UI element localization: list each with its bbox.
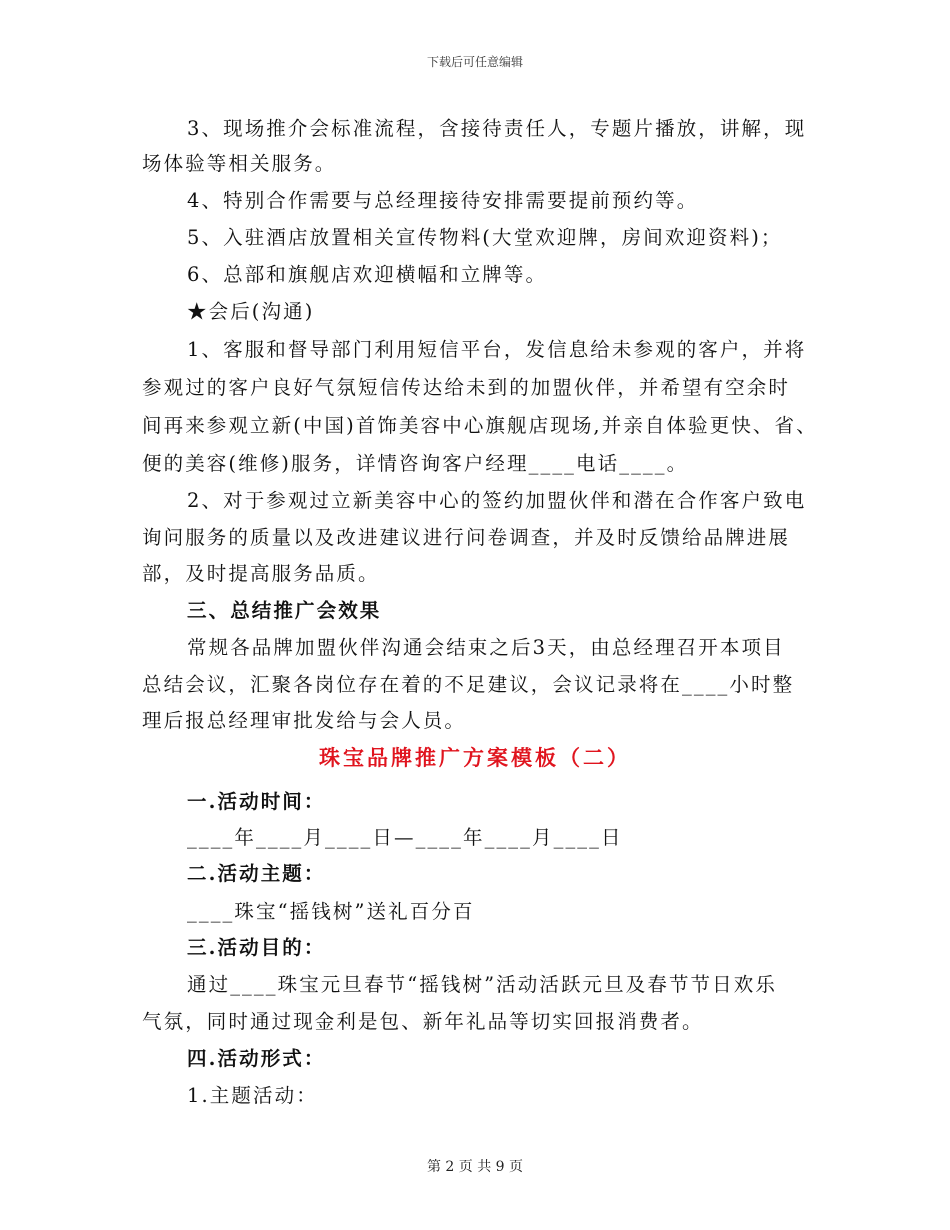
page-footer: 第 2 页 共 9 页 [426, 1159, 524, 1175]
paragraph-line: 4、特别合作需要与总经理接待安排需要提前预约等。 [187, 189, 699, 212]
paragraph-line: 1.主题活动： [187, 1084, 318, 1107]
paragraph-line: 2、对于参观过立新美容中心的签约加盟伙伴和潜在合作客户致电 [187, 489, 807, 512]
paragraph-line: 常规各品牌加盟伙伴沟通会结束之后3天，由总经理召开本项目 [187, 636, 785, 659]
document-title: 珠宝品牌推广方案模板（二） [319, 745, 631, 770]
paragraph-line: 气氛，同时通过现金利是包、新年礼品等切实回报消费者。 [142, 1010, 704, 1033]
paragraph-line: 6、总部和旗舰店欢迎横幅和立牌等。 [187, 263, 548, 286]
paragraph-line: 5、入驻酒店放置相关宣传物料(大堂欢迎牌，房间欢迎资料)； [187, 226, 783, 249]
section-heading: 二.活动主题： [187, 862, 326, 885]
paragraph-line: 总结会议，汇聚各岗位存在着的不足建议，会议记录将在____小时整 [142, 673, 795, 696]
paragraph-line: 参观过的客户良好气氛短信传达给未到的加盟伙伴，并希望有空余时 [142, 376, 791, 399]
paragraph-line: 询问服务的质量以及改进建议进行问卷调查，并及时反馈给品牌进展 [142, 526, 791, 549]
paragraph-line: 场体验等相关服务。 [142, 152, 337, 175]
paragraph-line: ____珠宝“摇钱树”送礼百分百 [187, 900, 475, 923]
section-heading: 三、总结推广会效果 [187, 599, 382, 622]
paragraph-line: 部，及时提高服务品质。 [142, 562, 380, 585]
paragraph-line: 便的美容(维修)服务，详情咨询客户经理____电话____。 [142, 452, 689, 475]
paragraph-line: 3、现场推介会标准流程，含接待责任人，专题片播放，讲解，现 [187, 117, 807, 140]
section-heading: 四.活动形式： [187, 1047, 326, 1070]
paragraph-line: 理后报总经理审批发给与会人员。 [142, 709, 467, 732]
paragraph-line: 1、客服和督导部门利用短信平台，发信息给未参观的客户，并将 [187, 338, 807, 361]
paragraph-line: 间再来参观立新(中国)首饰美容中心旗舰店现场,并亲自体验更快、省、 [142, 414, 818, 437]
section-label: ★会后(沟通) [187, 300, 315, 323]
paragraph-line: ____年____月____日—____年____月____日 [187, 826, 623, 849]
paragraph-line: 通过____珠宝元旦春节“摇钱树”活动活跃元旦及春节节日欢乐 [187, 973, 777, 996]
section-heading: 三.活动目的： [187, 936, 326, 959]
page-header: 下载后可任意编辑 [426, 55, 523, 69]
section-heading: 一.活动时间： [187, 790, 326, 813]
